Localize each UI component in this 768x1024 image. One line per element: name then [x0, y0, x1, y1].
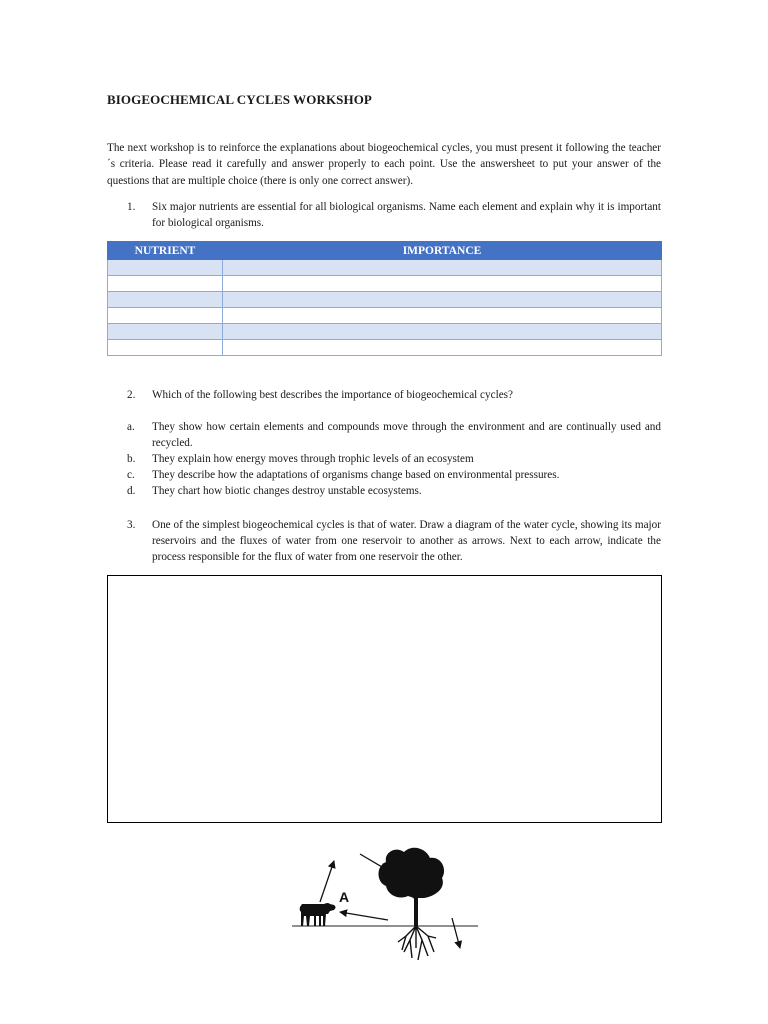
option-letter: b.	[127, 453, 136, 465]
header-importance: IMPORTANCE	[223, 242, 662, 260]
importance-cell[interactable]	[223, 340, 662, 356]
question-3-number: 3.	[127, 519, 136, 531]
table-row	[108, 324, 662, 340]
tree-icon	[379, 848, 445, 960]
importance-cell[interactable]	[223, 292, 662, 308]
option-letter: d.	[127, 485, 136, 497]
question-2	[127, 387, 661, 403]
cow-icon	[300, 903, 336, 926]
table-row	[108, 340, 662, 356]
nutrient-cell[interactable]	[108, 276, 223, 292]
document-title: BIOGEOCHEMICAL CYCLES WORKSHOP	[107, 92, 372, 107]
option-text: They describe how the adaptations of organisms change based on environmental pressures.	[152, 469, 560, 481]
question-1-text: Six major nutrients are essential for all biological organisms. Name each element and explain why it is important for biological organisms.	[152, 201, 661, 229]
option-b	[127, 452, 661, 468]
importance-cell[interactable]	[223, 260, 662, 276]
importance-cell[interactable]	[223, 324, 662, 340]
arrow-label-a: A	[339, 889, 350, 905]
question-1	[127, 199, 661, 231]
question-2-number: 2.	[127, 389, 136, 401]
question-3-text: One of the simplest biogeochemical cycles is that of water. Draw a diagram of the water cycle, showing its major reservoirs and the fluxes of water from one reservoir to another as arrows. Next to each arrow, indicate the process responsible for the flux of water from one reservoir the other.	[152, 519, 661, 563]
water-cycle-illustration	[290, 832, 480, 966]
importance-cell[interactable]	[223, 308, 662, 324]
question-2-text: Which of the following best describes the importance of biogeochemical cycles?	[152, 389, 513, 401]
option-letter: a.	[127, 421, 135, 433]
nutrient-cell[interactable]	[108, 308, 223, 324]
header-nutrient: NUTRIENT	[108, 242, 223, 260]
question-1-number: 1.	[127, 201, 136, 213]
table-row	[108, 308, 662, 324]
option-a	[127, 420, 661, 451]
nutrient-table	[107, 241, 662, 356]
drawing-answer-box[interactable]	[107, 575, 662, 823]
intro-paragraph: The next workshop is to reinforce the explanations about biogeochemical cycles, you must present it following the teacher´s criteria. Please read it carefully and answer properly to each point. Use the answersheet to put your answer of the questions that are multiple choice (there is only one correct answer).	[107, 142, 661, 187]
question-3	[127, 517, 661, 565]
importance-cell[interactable]	[223, 276, 662, 292]
option-c	[127, 468, 661, 484]
option-letter: c.	[127, 469, 135, 481]
option-text: They explain how energy moves through trophic levels of an ecosystem	[152, 453, 474, 465]
nutrient-cell[interactable]	[108, 324, 223, 340]
option-text: They chart how biotic changes destroy unstable ecosystems.	[152, 485, 422, 497]
nutrient-cell[interactable]	[108, 340, 223, 356]
table-row	[108, 260, 662, 276]
option-d	[127, 484, 661, 500]
table-row	[108, 292, 662, 308]
table-header-row	[108, 242, 662, 260]
nutrient-cell[interactable]	[108, 292, 223, 308]
nutrient-cell[interactable]	[108, 260, 223, 276]
table-row	[108, 276, 662, 292]
option-text: They show how certain elements and compounds move through the environment and are continually used and recycled.	[152, 421, 661, 449]
